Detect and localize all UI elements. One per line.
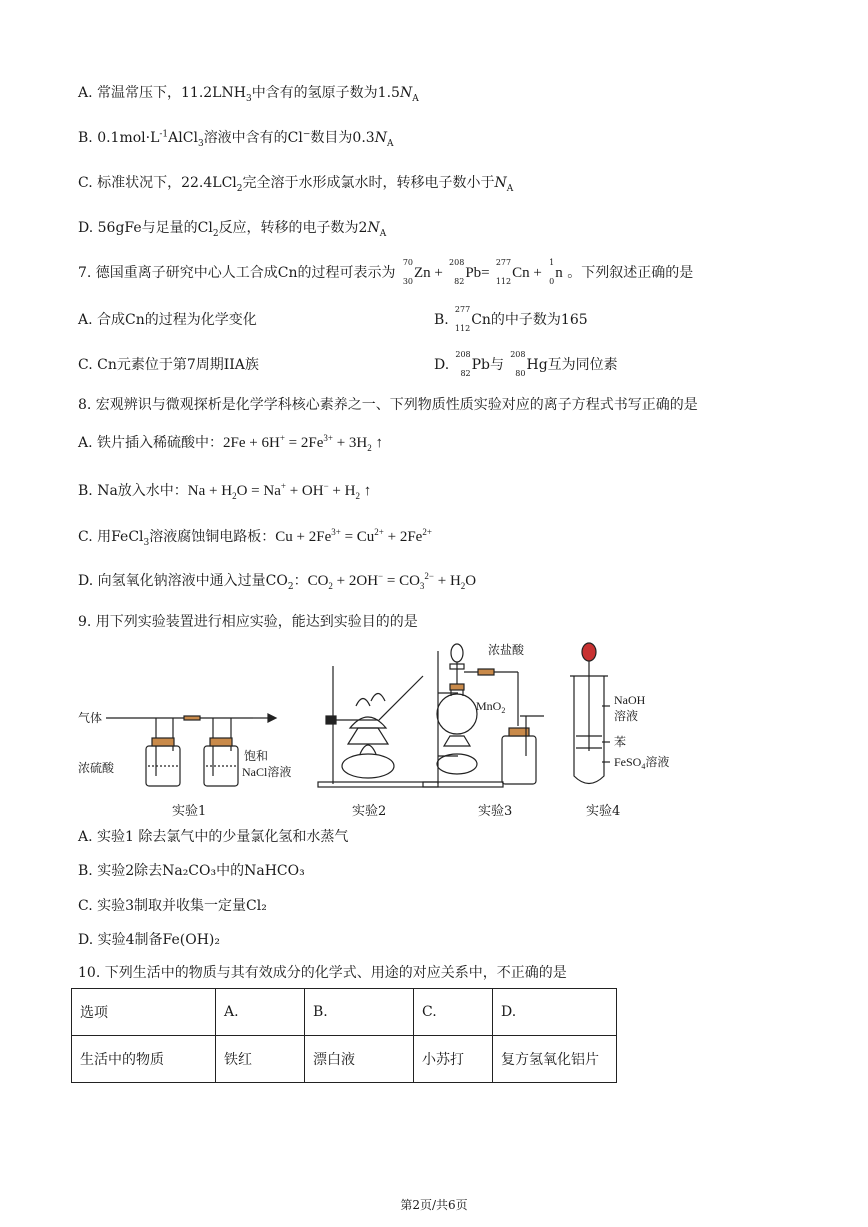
q9-option-a: A. 实验1 除去氯气中的少量氯化氢和水蒸气 [78,829,349,845]
q9-stem: 9. 用下列实验装置进行相应实验，能达到实验目的的是 [78,614,418,630]
caption-exp4: 实验4 [586,804,621,819]
q9-option-b: B. 实验2除去Na₂CO₃中的NaHCO₃ [78,863,305,879]
table-row [72,989,617,1036]
label-conc-sulfuric: 浓硫酸 [78,761,115,775]
q6-option-c: C. 标准状况下，22.4LCl$_2$完全溶于水形成氯水时，转移电子数小于$N_A$ [78,175,514,194]
q7-stem: 7. 德国重离子研究中心人工合成Cn的过程可表示为 70 30 Zn + 208 82 Pb= 277 112 Cn + 1 0 n 。下列叙述正确的是 [78,258,694,286]
table-cell: A. [216,989,305,1036]
q9-option-d: D. 实验4制备Fe(OH)₂ [78,932,220,948]
label-conc-hcl: 浓盐酸 [488,643,525,657]
label-naoh: NaOH [614,693,646,707]
q10-stem: 10. 下列生活中的物质与其有效成分的化学式、用途的对应关系中，不正确的是 [78,965,567,981]
nuclide-pb: 208 82 [449,258,465,286]
nuclide-zn: 70 30 [402,258,413,286]
label-benzene: 苯 [614,735,627,749]
label-saturated: 饱和 [244,749,269,763]
q7-option-d: D. 208 82 Pb与 208 80 Hg互为同位素 [434,350,618,378]
page-footer: 第2页/共6页 [400,1198,468,1212]
q7-option-a: A. 合成Cn的过程为化学变化 [78,312,257,328]
table-cell: B. [305,989,414,1036]
q8-option-b: B. Na放入水中：$Na + H_2O = Na^+ + OH^- + H_2$ ↑ [78,481,372,501]
table-cell: 铁红 [216,1036,305,1083]
q8-option-a: A. 铁片插入稀硫酸中：$2Fe + 6H^+ = 2Fe^{3+} + 3H_2$ ↑ [78,433,383,453]
table-cell: C. [414,989,493,1036]
q6-option-d: D. 56gFe与足量的$Cl_2$反应，转移的电子数为$2N_A$ [78,220,387,239]
q6-option-b: B. $0.1mol\cdot L^{-1}AlCl_3$溶液中含有的Cl−数目为$0.3N_A$ [78,129,394,149]
table-cell: 生活中的物质 [72,1036,216,1083]
caption-exp2: 实验2 [352,804,387,819]
label-feso4: FeSO$_4$溶液 [614,755,670,771]
label-naoh-solution: 溶液 [614,709,639,723]
q9-option-c: C. 实验3制取并收集一定量Cl₂ [78,898,267,914]
table-cell: D. [493,989,617,1036]
q8-option-d: D. 向氢氧化钠溶液中通入过量$CO_2$：$CO_2 + 2OH^- = CO_3^{2-} + H_2O$ [78,571,477,592]
q8-option-c: C. 用FeCl$_3$溶液腐蚀铜电路板：$Cu + 2Fe^{3+} = Cu^{2+} + 2Fe^{2+}$ [78,527,432,548]
label-gas: 气体 [78,711,103,725]
q7-option-c: C. Cn元素位于第7周期IIA族 [78,357,259,373]
caption-exp3: 实验3 [478,804,513,819]
q7-option-b: B. 277 112 Cn的中子数为165 [434,305,588,333]
label-mno2: MnO$_2$ [476,699,506,715]
caption-exp1: 实验1 [172,804,207,819]
nuclide-neutron: 1 0 [549,258,555,286]
nuclide-cn: 277 112 [495,258,512,286]
label-nacl-solution: NaCl溶液 [242,765,292,779]
table-cell: 复方氢氧化铝片 [493,1036,617,1083]
q8-stem: 8. 宏观辨识与微观探析是化学学科核心素养之一、下列物质性质实验对应的离子方程式书写正确的是 [78,397,698,413]
experiment-figure [78,636,698,816]
table-cell: 选项 [72,989,216,1036]
q10-table [71,988,617,1083]
table-cell: 漂白液 [305,1036,414,1083]
table-cell: 小苏打 [414,1036,493,1083]
table-row [72,1036,617,1083]
q6-option-a: A. 常温常压下，$11.2LNH_3$中含有的氢原子数为$1.5N_A$ [78,85,419,104]
